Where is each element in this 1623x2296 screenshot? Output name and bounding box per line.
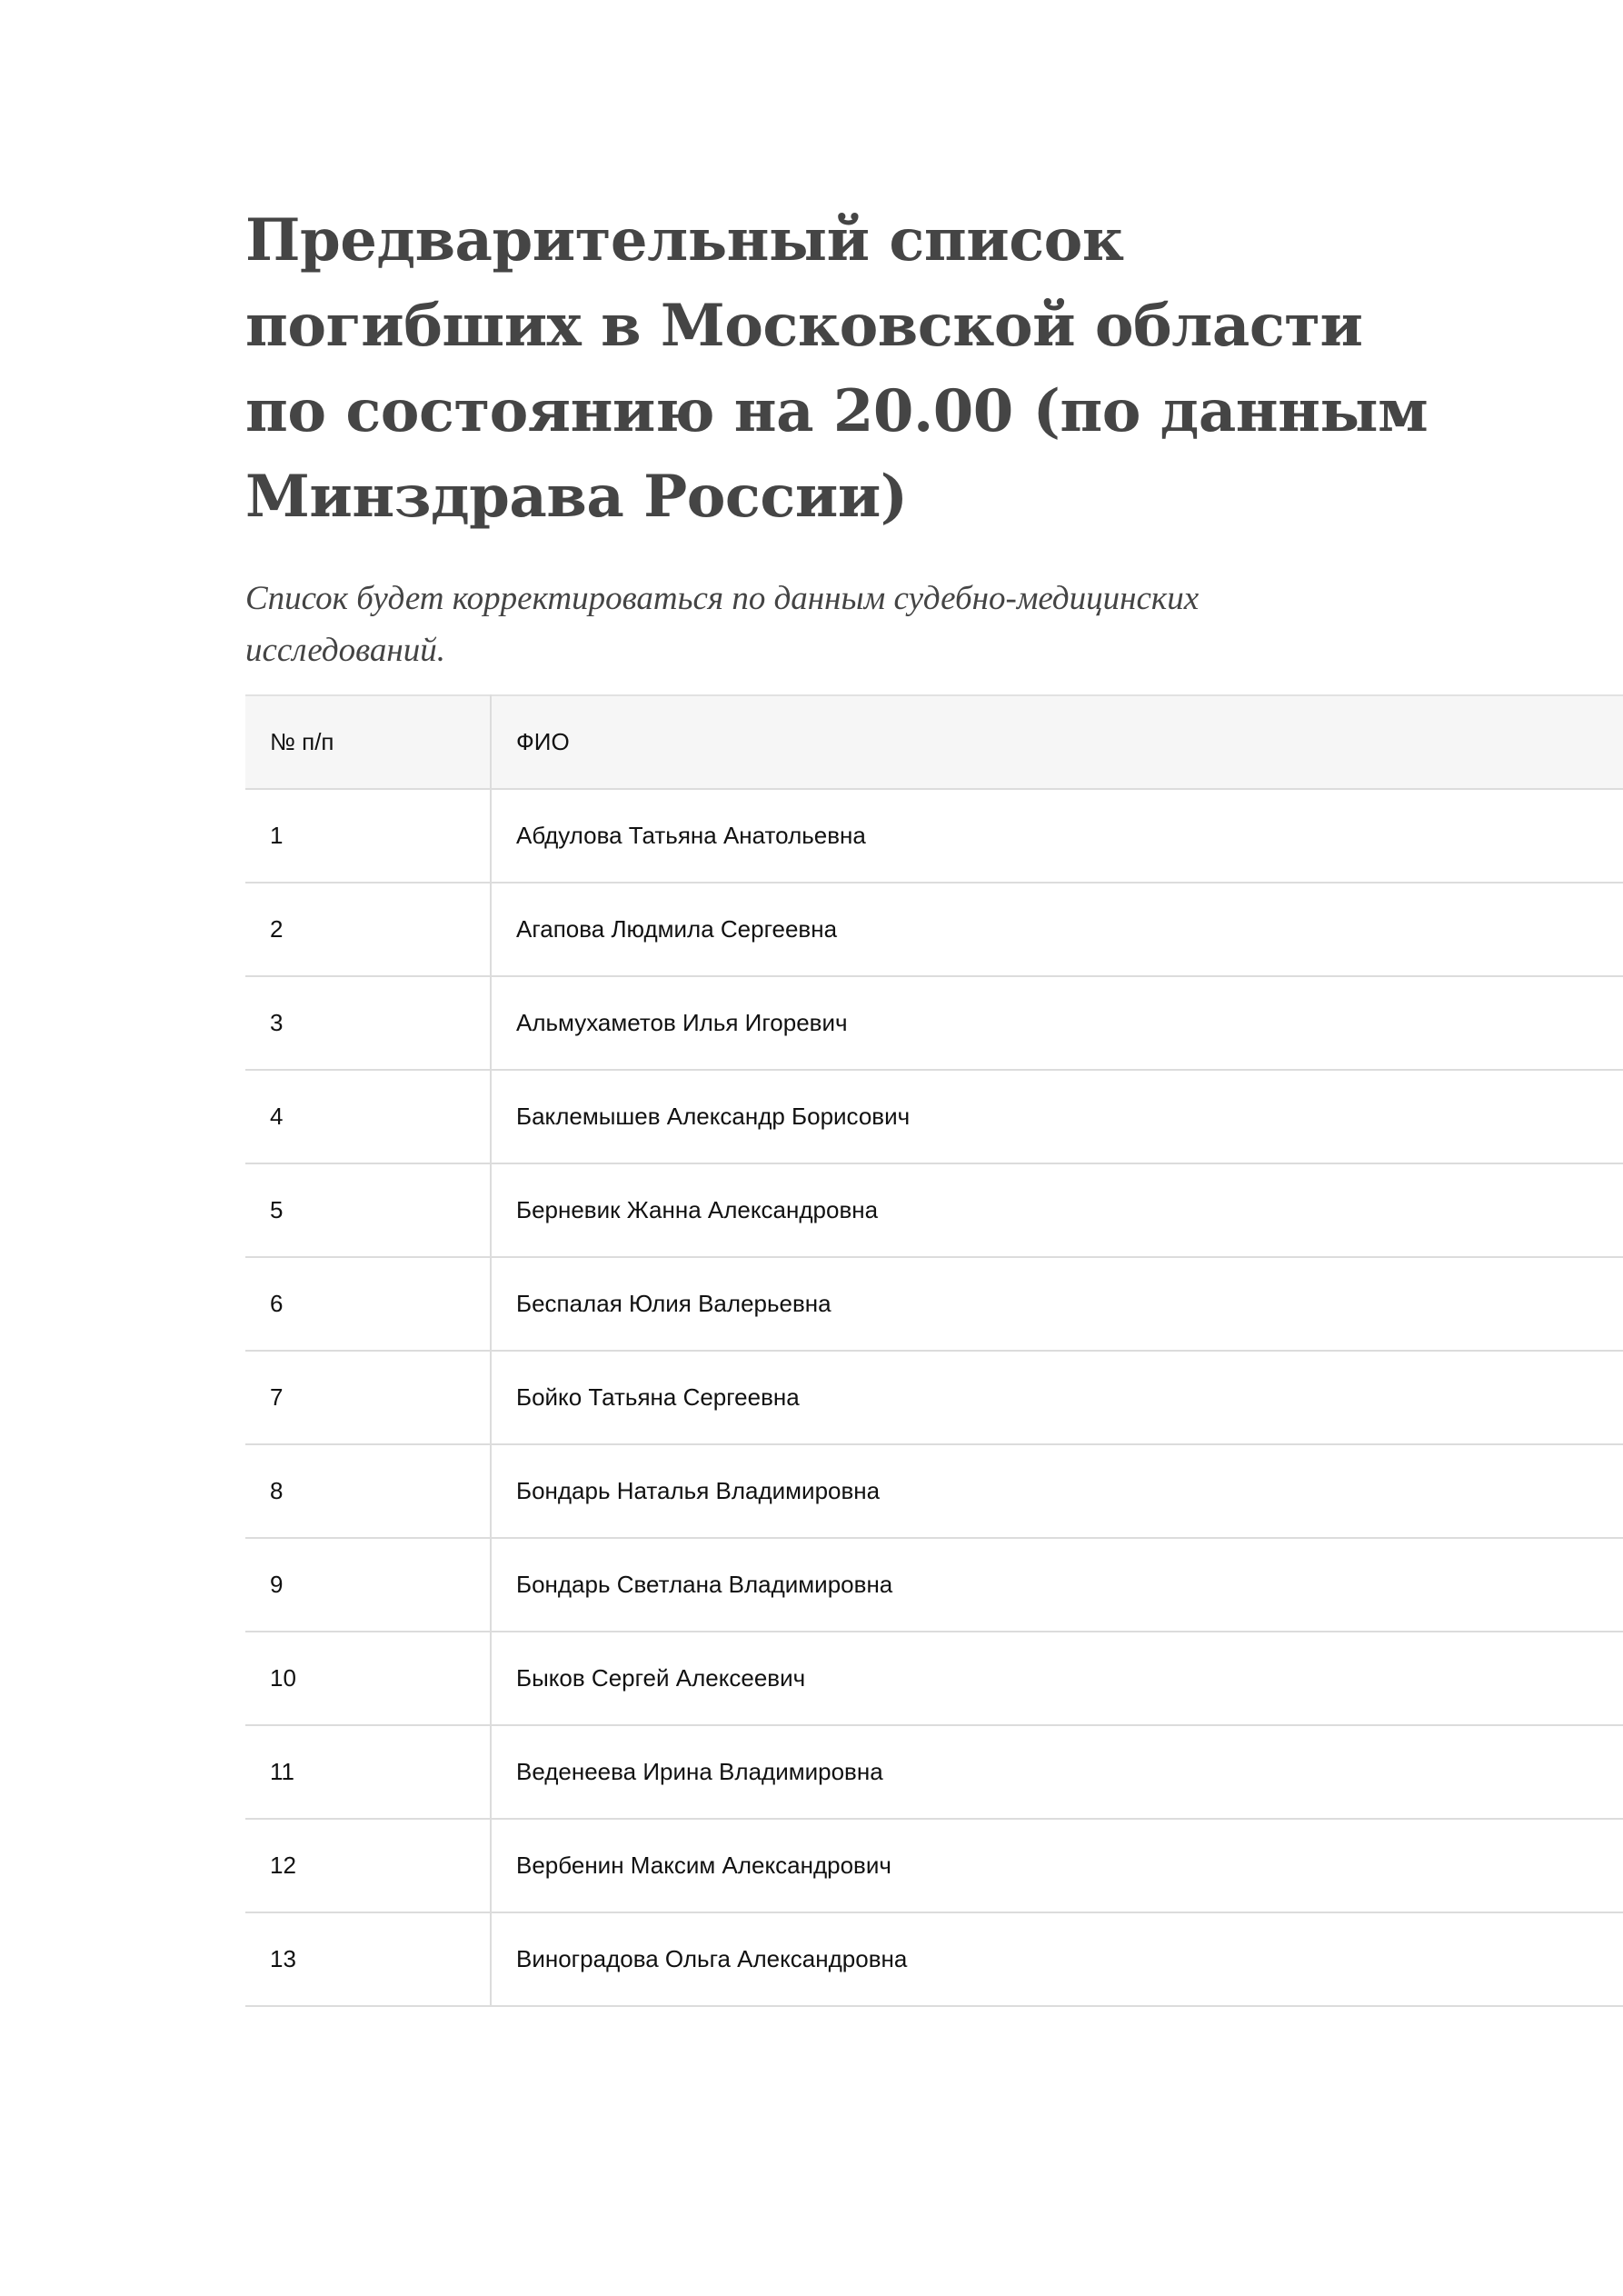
table-row [245,1070,1623,1163]
row-name: Беспалая Юлия Валерьевна [491,1257,1623,1351]
row-name: Бойко Татьяна Сергеевна [491,1351,1623,1444]
table-row [245,789,1623,883]
table-row [245,1351,1623,1444]
row-number: 8 [245,1444,491,1538]
table-row [245,1538,1623,1632]
row-number: 9 [245,1538,491,1632]
row-number: 1 [245,789,491,883]
row-number: 13 [245,1912,491,2006]
row-number: 5 [245,1163,491,1257]
document-subtitle: Список будет корректироваться по данным судебно-медицинских исследований. [245,580,1200,669]
table-row [245,1912,1623,2006]
row-number: 6 [245,1257,491,1351]
document-title: Предварительный список погибших в Московской области по состоянию на 20.00 (по данным Минздрава России) [245,206,1429,531]
row-name: Вербенин Максим Александрович [491,1819,1623,1912]
row-name: Бондарь Светлана Владимировна [491,1538,1623,1632]
table-row [245,883,1623,976]
table-row [245,1257,1623,1351]
victims-table [245,694,1623,2007]
table-row [245,1725,1623,1819]
row-name: Агапова Людмила Сергеевна [491,883,1623,976]
row-number: 2 [245,883,491,976]
table-row [245,1444,1623,1538]
table-row [245,1632,1623,1725]
table-row [245,976,1623,1070]
row-number: 12 [245,1819,491,1912]
row-name: Быков Сергей Алексеевич [491,1632,1623,1725]
table-row [245,1163,1623,1257]
row-number: 4 [245,1070,491,1163]
row-name: Виноградова Ольга Александровна [491,1912,1623,2006]
row-name: Баклемышев Александр Борисович [491,1070,1623,1163]
row-name: Бондарь Наталья Владимировна [491,1444,1623,1538]
table-header-row [245,695,1623,789]
row-name: Веденеева Ирина Владимировна [491,1725,1623,1819]
column-header-name: ФИО [491,695,1623,789]
column-header-number: № п/п [245,695,491,789]
row-name: Альмухаметов Илья Игоревич [491,976,1623,1070]
row-number: 11 [245,1725,491,1819]
table-row [245,1819,1623,1912]
row-number: 7 [245,1351,491,1444]
row-name: Берневик Жанна Александровна [491,1163,1623,1257]
row-number: 3 [245,976,491,1070]
row-name: Абдулова Татьяна Анатольевна [491,789,1623,883]
row-number: 10 [245,1632,491,1725]
